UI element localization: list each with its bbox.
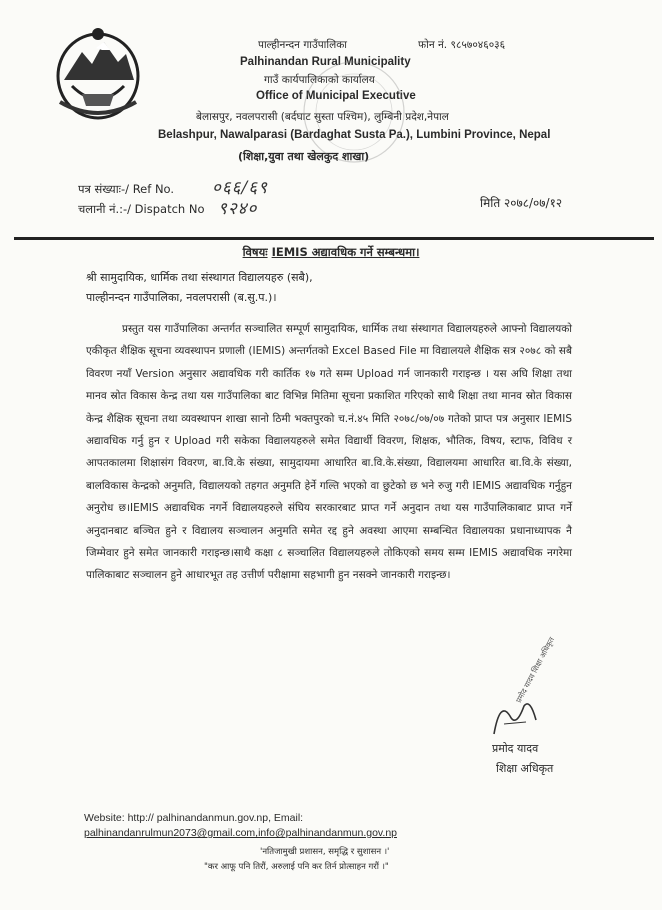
signature-stamp-text: प्रमोद यादव शिक्षा अधिकृत <box>514 635 557 705</box>
office-stamp-icon <box>298 56 410 168</box>
dispatch-no-label: चलानी नं.:-/ Dispatch No <box>78 202 205 216</box>
nepal-emblem-icon <box>52 22 144 122</box>
subject-text: IEMIS अद्यावधिक गर्ने सम्बन्धमा। <box>271 245 420 259</box>
subject-line <box>0 245 662 260</box>
footer-slogan-2: "कर आफू पनि तिरौं, अरुलाई पनि कर तिर्न प्रोत्साहन गरौं ।" <box>204 862 389 872</box>
addressee-line-2: पाल्हीनन्दन गाउँपालिका, नवलपरासी (ब.सु.प.)। <box>86 291 277 304</box>
footer-slogan-1: 'नतिजामुखी प्रशासन, समृद्धि र सुशासन ।' <box>260 847 390 857</box>
letter-body: प्रस्तुत यस गाउँपालिका अन्तर्गत सञ्चालित सम्पूर्ण सामुदायिक, धार्मिक तथा संस्थागत विद्यालयहरुले आफ्नो विद्यालयको एकीकृत शैक्षिक सूचना व्यवस्थापन प्रणाली (IEMIS) अन्तर्गतको Excel Based File मा विद्यालयले शैक्षिक सत्र २०७८ को सबै विवरण नयाँ Version अनुसार अद्यावधिक गरी कार्तिक १७ गते सम्म Upload गर्न जानकारी गराइन्छ । यस अघि शिक्षा तथा मानव स्रोत विकास केन्द्र तथा यस गाउँपालिका बाट विभिन्न मितिमा सूचना प्रकाशित गरिएको साथै शिक्षा तथा मानव स्रोत विकास केन्द्र शैक्षिक सूचना तथा व्यवस्थापन शाखा सानो ठिमी भक्तपुरको च.नं.४५ मिति २०७८/०७/०७ गतेको प्राप्त पत्र अनुसार IEMIS अद्यावधिक गर्नु हुन र Upload गरी सकेका विद्यालयहरुले समेत विद्यार्थी विवरण, शिक्षक, भौतिक, विषय, स्टाफ, विविध र आपतकालमा शिक्षासंग विवरण, बा.वि.के संख्या, सामुदायमा आधारित बा.वि.के.संख्या, विद्यालयमा आधारित बा.वि.के संख्या, बालविकास केन्द्रको अनुमति, विद्यालयको तहगत अनुमति हेर्ने गल्ति भएको वा छुटेको छ भने रुजु गरी IEMIS अद्यावधिक गर्नुहुन अनुरोध छ।IEMIS अद्यावधिक नगर्ने विद्यालयहरुले संघिय सरकारबाट प्राप्त गर्ने अनुदान तथा यस गाउँपालिकाबाट प्राप्त गर्ने अनुदानबाट बञ्चित हुने र विद्यालय सञ्चालन अनुमति समेत रद्द हुने अवस्था आएमा सम्बन्धित विद्यालयका प्रधानाध्यापक नै जिम्मेवार हुने समेत जानकारी गराइन्छ।साथै कक्षा ८ सञ्चालित विद्यालयहरुले तोकिएको समय सम्म IEMIS अद्यावधिक नगरेमा पालिकाबाट सञ्चालन हुने आधारभूत तह उत्तीर्ण परीक्षामा सहभागी हुन नसक्ने जानकारी गराइन्छ। <box>86 323 572 582</box>
addressee-line-1: श्री सामुदायिक, धार्मिक तथा संस्थागत विद्यालयहरु (सबै), <box>86 271 313 284</box>
header-divider <box>14 237 654 240</box>
header-en-office: Office of Municipal Executive <box>256 90 416 102</box>
header-np-address: बेलासपुर, नवलपरासी (बर्दघाट सुस्ता पश्चिम), लुम्बिनी प्रदेश,नेपाल <box>196 111 449 123</box>
header-phone: फोन नं. ९८५७०४६०३६ <box>418 39 506 51</box>
subject-label: विषयः <box>242 245 268 259</box>
ref-no-value: ०६६/६९ <box>212 178 268 198</box>
date-text: मिति २०७८/०७/१२ <box>480 196 563 210</box>
dispatch-no-value: ९२४० <box>218 199 258 219</box>
signatory-title: शिक्षा अधिकृत <box>496 762 554 775</box>
header-np-office: गाउँ कार्यपालिकाको कार्यालय <box>264 74 375 86</box>
signatory-name: प्रमोद यादव <box>492 742 539 755</box>
footer-website: Website: http:// palhinandanmun.gov.np, Email: <box>84 812 304 824</box>
header-en-name: Palhinandan Rural Municipality <box>240 56 411 68</box>
header-section: (शिक्षा,युवा तथा खेलकुद शाखा) <box>238 150 370 163</box>
header-np-name: पाल्हीनन्दन गाउँपालिका <box>258 39 348 51</box>
footer-emails[interactable]: palhinandanrulmun2073@gmail.com,info@palhinandanmun.gov.np <box>84 827 397 839</box>
header-en-address: Belashpur, Nawalparasi (Bardaghat Susta Pa.), Lumbini Province, Nepal <box>158 129 551 141</box>
ref-no-label: पत्र संख्याः-/ Ref No. <box>78 182 175 196</box>
